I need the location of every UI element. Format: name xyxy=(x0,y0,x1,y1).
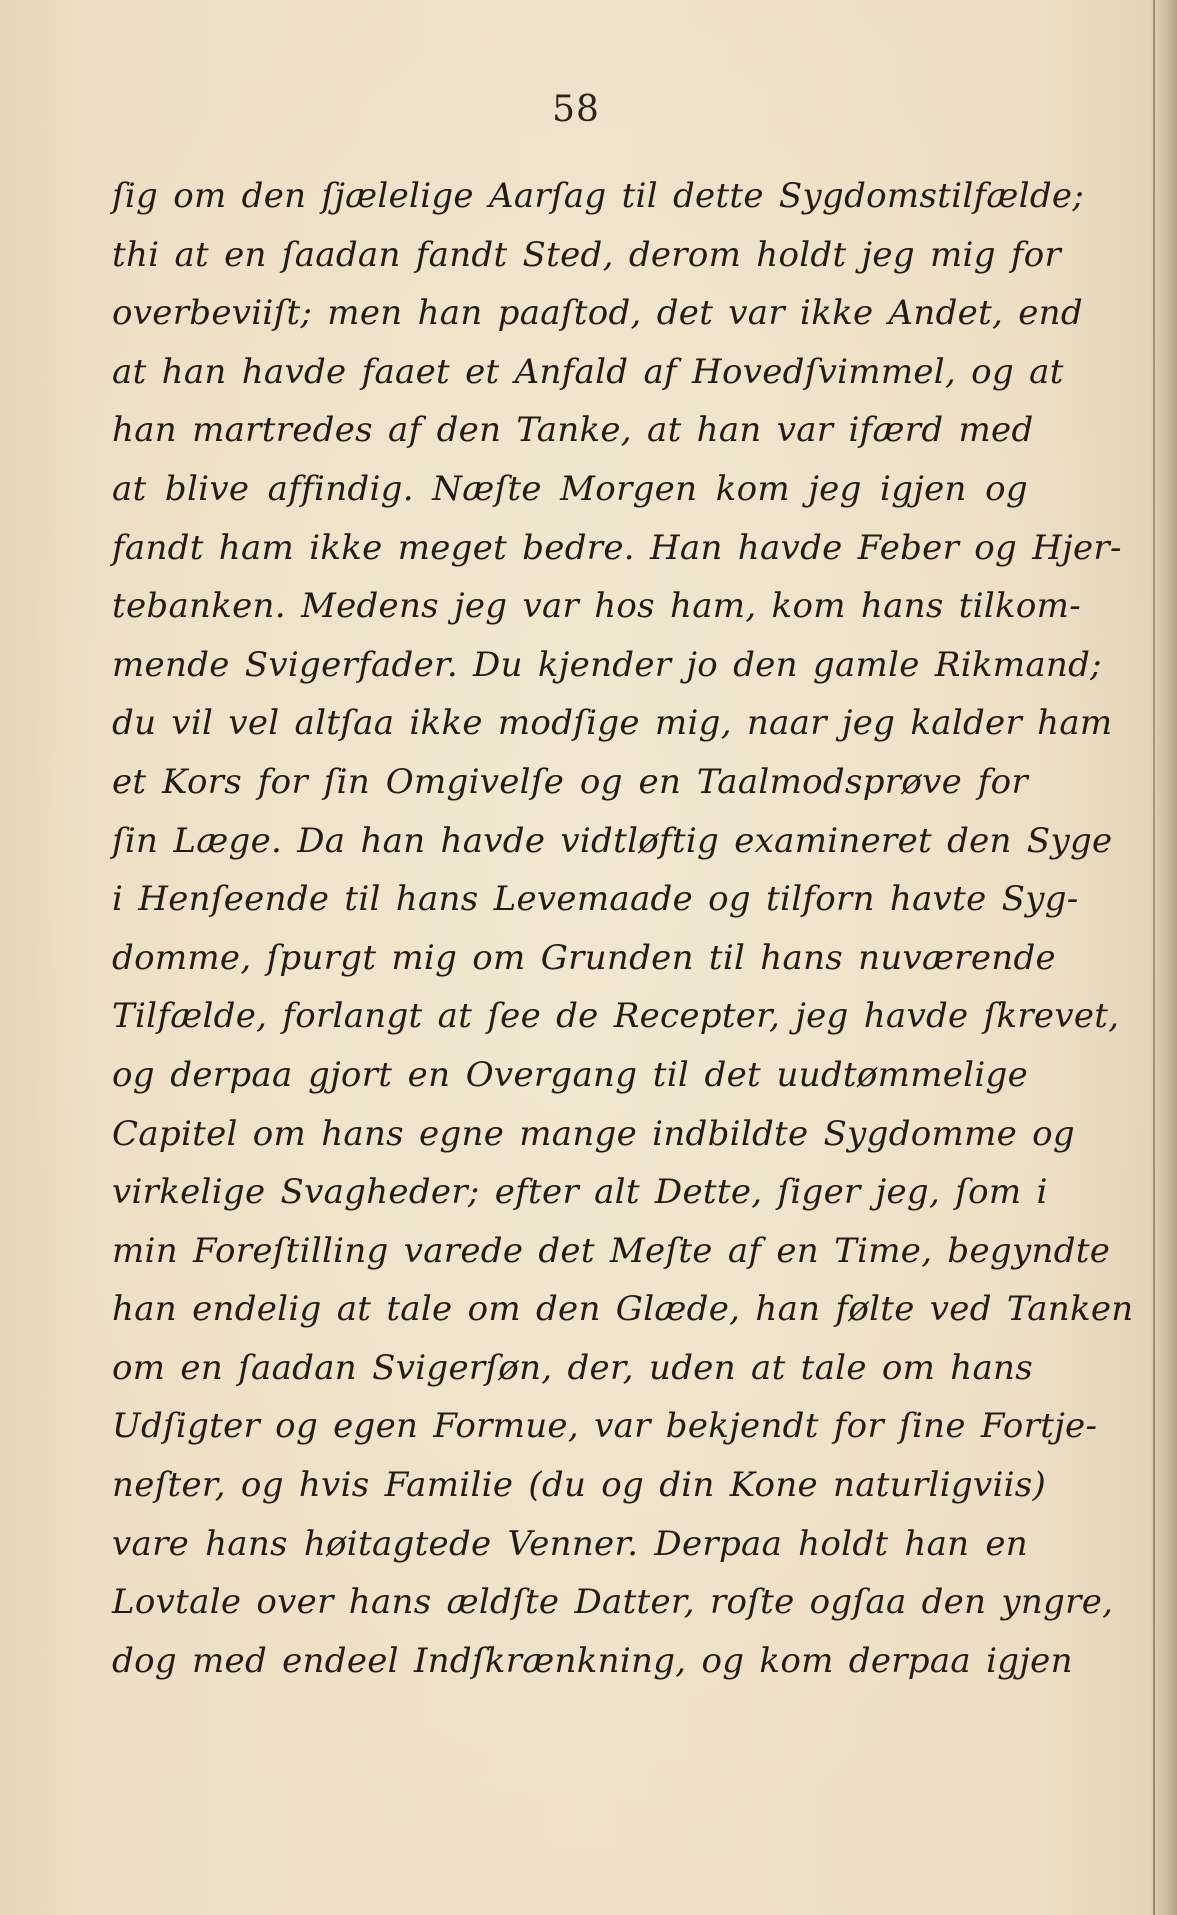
text-line: at han havde faaet et Anfald af Hovedſvimmel, og at xyxy=(112,351,1064,392)
text-line: at blive affindig. Næſte Morgen kom jeg igjen og xyxy=(112,468,1028,509)
text-line: overbeviiſt; men han paaſtod, det var ikke Andet, end xyxy=(112,293,1083,334)
text-line: neſter, og hvis Familie (du og din Kone naturligviis) xyxy=(112,1465,1047,1506)
text-line: Lovtale over hans ældſte Datter, roſte ogſaa den yngre, xyxy=(112,1582,1114,1623)
text-line: mende Svigerfader. Du kjender jo den gamle Rikmand; xyxy=(112,644,1102,685)
text-line: vare hans høitagtede Venner. Derpaa holdt han en xyxy=(112,1523,1028,1564)
text-line: du vil vel altſaa ikke modſige mig, naar jeg kalder ham xyxy=(112,703,1113,744)
text-line: ſig om den ſjælelige Aarſag til dette Sygdomstilfælde; xyxy=(112,176,1085,216)
text-line: virkelige Svagheder; efter alt Dette, ſiger jeg, ſom i xyxy=(112,1172,1048,1213)
page-number: 58 xyxy=(552,89,600,130)
text-line: han endelig at tale om den Glæde, han følte ved Tanken xyxy=(112,1289,1134,1330)
text-line: domme, ſpurgt mig om Grunden til hans nuværende xyxy=(112,937,1056,978)
text-line: Udſigter og egen Formue, var bekjendt for ſine Fortje- xyxy=(112,1406,1098,1447)
body-text xyxy=(112,167,1134,1690)
text-line: og derpaa gjort en Overgang til det uudtømmelige xyxy=(112,1054,1028,1095)
text-line: om en ſaadan Svigerſøn, der, uden at tale om hans xyxy=(112,1347,1034,1388)
text-line: i Henſeende til hans Levemaade og tilforn havte Syg- xyxy=(112,879,1079,920)
text-line: dog med endeel Indſkrænkning, og kom derpaa igjen xyxy=(112,1640,1073,1681)
text-line: fandt ham ikke meget bedre. Han havde Feber og Hjer- xyxy=(112,527,1122,568)
text-line: et Kors for ſin Omgivelſe og en Taalmodsprøve for xyxy=(112,761,1028,802)
text-line: tebanken. Medens jeg var hos ham, kom hans tilkom- xyxy=(112,586,1082,627)
text-line: ſin Læge. Da han havde vidtløftig examineret den Syge xyxy=(112,820,1113,861)
page-edge-line xyxy=(1153,0,1155,1915)
text-line: Tilfælde, forlangt at ſee de Recepter, jeg havde ſkrevet, xyxy=(112,996,1120,1037)
text-line: thi at en ſaadan fandt Sted, derom holdt jeg mig for xyxy=(112,234,1062,275)
text-line: han martredes af den Tanke, at han var ifærd med xyxy=(112,410,1034,451)
text-line: min Foreſtilling varede det Meſte af en Time, begyndte xyxy=(112,1230,1111,1271)
text-line: Capitel om hans egne mange indbildte Sygdomme og xyxy=(112,1113,1075,1154)
